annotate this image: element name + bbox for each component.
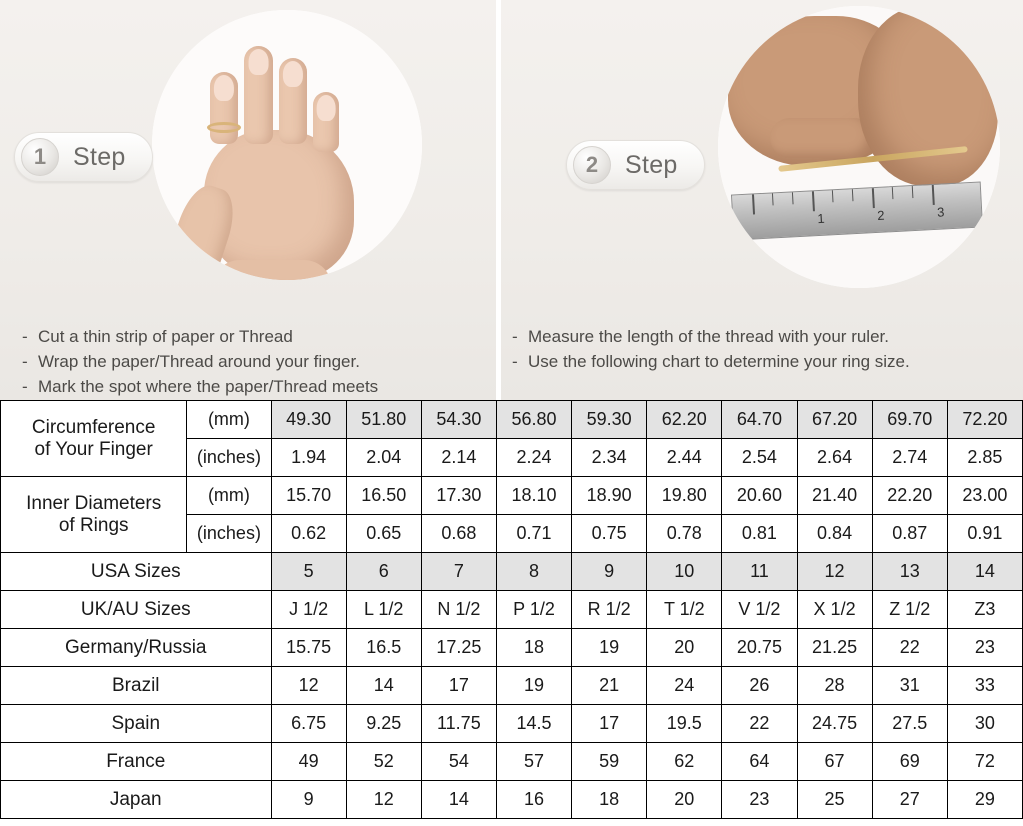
cell: 13 [872,553,947,591]
cell: 27.5 [872,705,947,743]
cell: 23 [947,629,1022,667]
table-row [1,401,1023,439]
table-row [1,743,1023,781]
cell: 2.34 [572,439,647,477]
cell: 54.30 [421,401,496,439]
cell: 9.25 [346,705,421,743]
cell: 0.62 [271,515,346,553]
finger-middle [244,46,273,144]
cell: 0.87 [872,515,947,553]
table-row [1,553,1023,591]
instruction-text: Measure the length of the thread with your ruler. [528,327,889,346]
cell: 24.75 [797,705,872,743]
cell: 18.90 [572,477,647,515]
ruler-tick [912,186,914,198]
cell: 62.20 [647,401,722,439]
cell: 30 [947,705,1022,743]
table-row [1,591,1023,629]
cell: 22 [872,629,947,667]
cell: 20 [647,629,722,667]
cell: 0.71 [496,515,571,553]
cell: 14.5 [496,705,571,743]
ruler-tick [772,193,774,205]
cell: 16 [496,781,571,819]
cell: 0.68 [421,515,496,553]
cell: Z3 [947,591,1022,629]
cell: 18 [496,629,571,667]
row-header-japan: Japan [1,781,272,819]
steps-area [0,0,1023,400]
cell: 18.10 [496,477,571,515]
row-header-line1: Inner Diameters [26,492,162,514]
cell: 72 [947,743,1022,781]
cell: 2.85 [947,439,1022,477]
thread-wrapped-on-finger [207,122,241,133]
cell: 10 [647,553,722,591]
cell: 22.20 [872,477,947,515]
cell: 17 [421,667,496,705]
ruler-tick [872,188,875,208]
ruler-number: 1 [816,210,825,227]
cell: 2.14 [421,439,496,477]
cell: 19.80 [647,477,722,515]
cell: Z 1/2 [872,591,947,629]
unit-cell: (inches) [187,439,271,477]
step-1-instructions [22,324,378,399]
cell: V 1/2 [722,591,797,629]
instruction-text: Use the following chart to determine your ring size. [528,352,910,371]
panel-divider [496,0,501,400]
ruler-tick [852,189,854,201]
unit-cell: (mm) [187,477,271,515]
cell: 17.25 [421,629,496,667]
cell: 0.75 [572,515,647,553]
cell: 33 [947,667,1022,705]
fingernail [283,61,303,87]
cell: 26 [722,667,797,705]
table-row [1,629,1023,667]
cell: N 1/2 [421,591,496,629]
cell: 14 [421,781,496,819]
ruler-tick [892,187,894,199]
finger-little [313,92,339,152]
cell: 14 [947,553,1022,591]
cell: 21 [572,667,647,705]
cell: 16.50 [346,477,421,515]
table-row [1,667,1023,705]
finger-index [210,72,238,144]
cell: 31 [872,667,947,705]
wrist-shape [212,260,332,280]
step-2-label: Step [625,150,678,179]
row-header-france: France [1,743,272,781]
cell: 6 [346,553,421,591]
cell: 49 [271,743,346,781]
cell: 2.44 [647,439,722,477]
instruction-text: Mark the spot where the paper/Thread meets [38,377,379,396]
step-2-number: 2 [573,146,611,184]
cell: L 1/2 [346,591,421,629]
cell: 2.24 [496,439,571,477]
instruction-line [22,349,378,374]
cell: 21.25 [797,629,872,667]
cell: 11 [722,553,797,591]
cell: P 1/2 [496,591,571,629]
table-row [1,477,1023,515]
cell: 9 [572,553,647,591]
cell: J 1/2 [271,591,346,629]
step-2-badge [566,140,705,190]
fingernail [248,49,269,75]
left-hand-finger [770,118,874,158]
cell: 21.40 [797,477,872,515]
cell: 2.54 [722,439,797,477]
cell: 28 [797,667,872,705]
cell: 64.70 [722,401,797,439]
row-header-germany-russia: Germany/Russia [1,629,272,667]
ruler-tick [792,192,794,204]
row-header-brazil: Brazil [1,667,272,705]
cell: 49.30 [271,401,346,439]
step-2-instructions [512,324,910,374]
ruler-tick [752,194,755,214]
ruler-tick [932,185,935,205]
cell: 27 [872,781,947,819]
cell: 67 [797,743,872,781]
thread-and-ruler-photo [718,6,1000,288]
row-header-spain: Spain [1,705,272,743]
ruler-tick [812,191,815,211]
cell: 64 [722,743,797,781]
cell: 12 [797,553,872,591]
fingernail [214,75,234,101]
bullet-dash: - [512,352,518,371]
step-1-badge [14,132,153,182]
instruction-line [512,324,910,349]
cell: 59.30 [572,401,647,439]
cell: 19.5 [647,705,722,743]
cell: 19 [572,629,647,667]
row-header-uk-au-sizes: UK/AU Sizes [1,591,272,629]
ring-size-table [0,400,1023,819]
cell: 11.75 [421,705,496,743]
cell: 72.20 [947,401,1022,439]
cell: 0.84 [797,515,872,553]
cell: 51.80 [346,401,421,439]
cell: T 1/2 [647,591,722,629]
table-row [1,705,1023,743]
cell: 16.5 [346,629,421,667]
cell: 0.65 [346,515,421,553]
cell: 0.91 [947,515,1022,553]
cell: 29 [947,781,1022,819]
row-header-line2: of Rings [58,514,129,536]
cell: 12 [271,667,346,705]
cell: X 1/2 [797,591,872,629]
cell: 15.75 [271,629,346,667]
cell: 18 [572,781,647,819]
cell: 57 [496,743,571,781]
step-1-number: 1 [21,138,59,176]
instruction-text: Wrap the paper/Thread around your finger. [38,352,360,371]
instruction-line [512,349,910,374]
hand-with-thread-photo [152,10,422,280]
table-row [1,781,1023,819]
row-header-usa-sizes: USA Sizes [1,553,272,591]
cell: 6.75 [271,705,346,743]
cell: 23 [722,781,797,819]
cell: 59 [572,743,647,781]
row-header-line2: of Your Finger [34,438,153,460]
cell: 25 [797,781,872,819]
ruler-tick [832,190,834,202]
bullet-dash: - [22,327,28,346]
cell: 7 [421,553,496,591]
cell: 2.04 [346,439,421,477]
finger-ring [279,58,307,144]
cell: 0.78 [647,515,722,553]
cell: 17.30 [421,477,496,515]
cell: 23.00 [947,477,1022,515]
bullet-dash: - [512,327,518,346]
cell: 56.80 [496,401,571,439]
instruction-text: Cut a thin strip of paper or Thread [38,327,293,346]
cell: 54 [421,743,496,781]
instruction-line [22,374,378,399]
row-header-circumference [1,401,187,477]
cell: 1.94 [271,439,346,477]
unit-cell: (mm) [187,401,271,439]
cell: 17 [572,705,647,743]
row-header-line1: Circumference [31,416,156,438]
cell: 15.70 [271,477,346,515]
step-1-label: Step [73,142,126,171]
cell: 20.75 [722,629,797,667]
cell: 2.74 [872,439,947,477]
cell: 69.70 [872,401,947,439]
cell: 12 [346,781,421,819]
cell: 14 [346,667,421,705]
cell: 19 [496,667,571,705]
cell: 52 [346,743,421,781]
row-header-inner-diameter [1,477,187,553]
cell: 24 [647,667,722,705]
cell: 5 [271,553,346,591]
ruler-number: 2 [876,207,885,223]
cell: 8 [496,553,571,591]
instruction-line [22,324,378,349]
cell: 20 [647,781,722,819]
cell: R 1/2 [572,591,647,629]
cell: 9 [271,781,346,819]
cell: 67.20 [797,401,872,439]
cell: 62 [647,743,722,781]
cell: 2.64 [797,439,872,477]
bullet-dash: - [22,352,28,371]
cell: 22 [722,705,797,743]
cell: 0.81 [722,515,797,553]
fingernail [317,95,336,121]
bullet-dash: - [22,377,28,396]
ring-size-table-container [0,400,1023,819]
unit-cell: (inches) [187,515,271,553]
ruler-number: 3 [936,204,945,220]
cell: 20.60 [722,477,797,515]
cell: 69 [872,743,947,781]
